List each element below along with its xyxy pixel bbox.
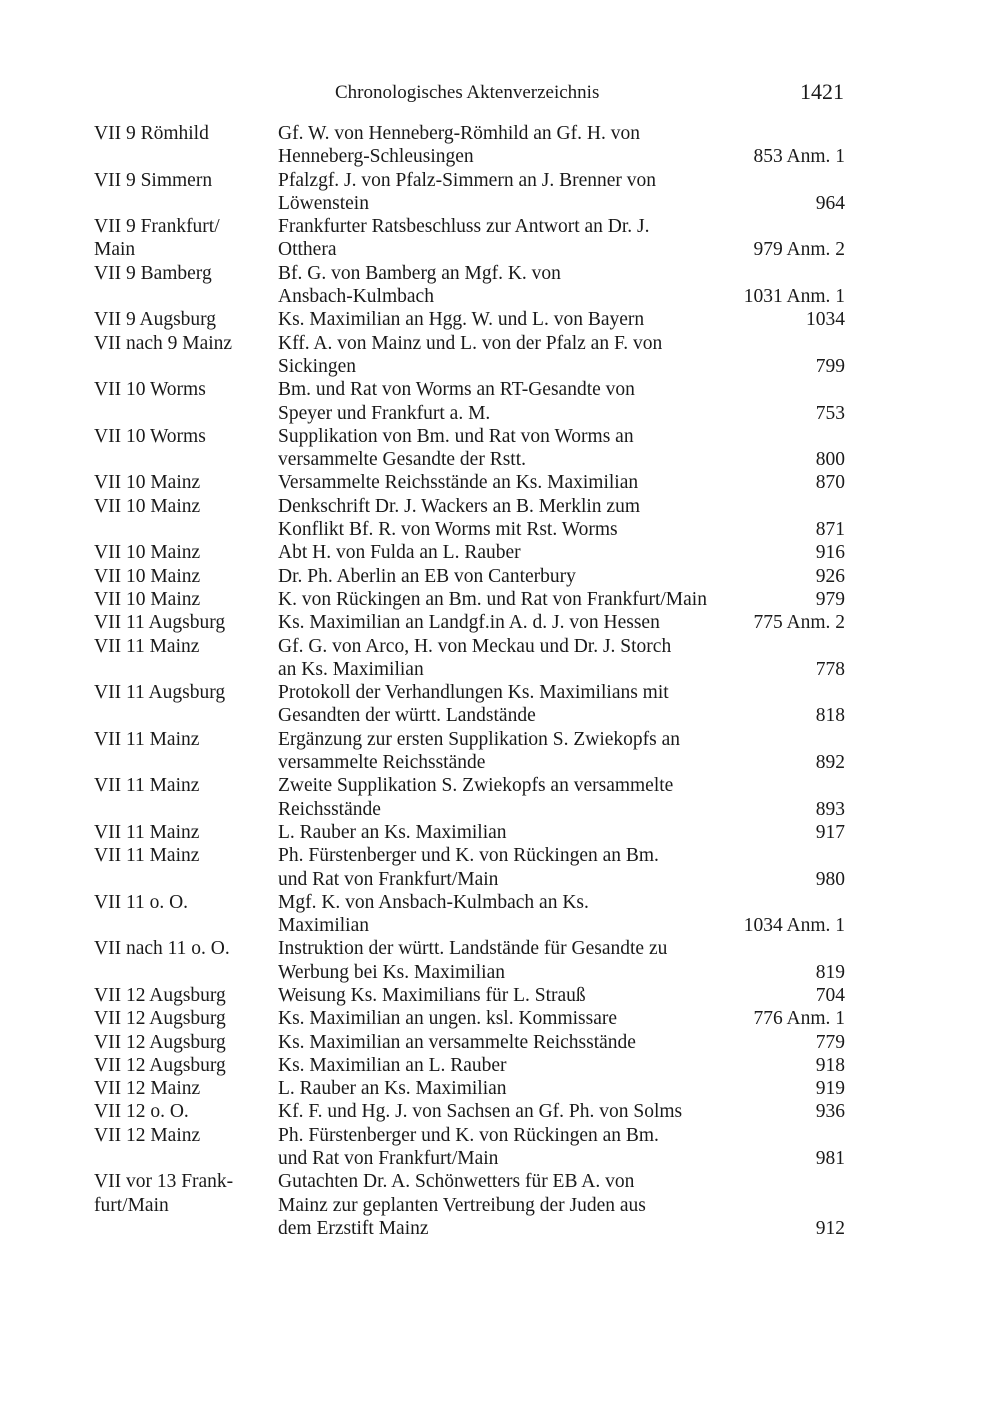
entry-reference: 936 bbox=[815, 1101, 845, 1123]
entry-description: Ks. Maximilian an versammelte Reichsstände bbox=[278, 1031, 636, 1053]
index-entry bbox=[94, 215, 845, 262]
index-entry bbox=[94, 588, 845, 611]
entry-description: K. von Rückingen an Bm. und Rat von Frankfurt/Main bbox=[278, 588, 707, 610]
entry-reference: 916 bbox=[815, 542, 845, 564]
entry-date: VII 12 Augsburg bbox=[94, 1008, 226, 1030]
entry-reference: 981 bbox=[815, 1148, 845, 1170]
index-entry bbox=[94, 891, 845, 938]
entry-date: VII 9 Simmern bbox=[94, 169, 213, 191]
entry-date: VII 11 Mainz bbox=[94, 775, 200, 797]
index-entry bbox=[94, 681, 845, 728]
entry-reference: 870 bbox=[815, 472, 845, 494]
index-entry bbox=[94, 378, 845, 425]
entry-reference: 704 bbox=[815, 984, 845, 1006]
entry-description: Bf. G. von Bamberg an Mgf. K. von Ansbach-Kulmbach bbox=[278, 262, 561, 308]
index-entry bbox=[94, 308, 845, 331]
entry-date: VII nach 11 o. O. bbox=[94, 938, 230, 960]
entry-reference: 776 Anm. 1 bbox=[753, 1008, 845, 1030]
entry-date: VII 9 Augsburg bbox=[94, 309, 217, 331]
entry-date: VII 12 Augsburg bbox=[94, 984, 226, 1006]
index-entry bbox=[94, 728, 845, 775]
entry-description: Gutachten Dr. A. Schönwetters für EB A. von Mainz zur geplanten Vertreibung der Juden aus dem Erzstift Mainz bbox=[278, 1171, 646, 1239]
entry-reference: 912 bbox=[815, 1217, 845, 1239]
entry-date: VII 11 o. O. bbox=[94, 891, 189, 913]
page-header bbox=[0, 79, 1004, 107]
entry-reference: 753 bbox=[815, 402, 845, 424]
index-entry bbox=[94, 332, 845, 379]
entry-description: Denkschrift Dr. J. Wackers an B. Merklin zum Konflikt Bf. R. von Worms mit Rst. Worms bbox=[278, 495, 640, 541]
entry-date: VII 11 Augsburg bbox=[94, 612, 226, 634]
entry-description: Pfalzgf. J. von Pfalz-Simmern an J. Brenner von Löwenstein bbox=[278, 169, 657, 214]
entry-reference: 779 bbox=[815, 1031, 845, 1053]
chronological-index bbox=[94, 122, 845, 1240]
entry-description: Ks. Maximilian an ungen. ksl. Kommissare bbox=[278, 1008, 618, 1030]
entry-description: Ergänzung zur ersten Supplikation S. Zwiekopfs an versammelte Reichsstände bbox=[278, 728, 681, 774]
entry-date: VII 10 Worms bbox=[94, 379, 206, 401]
entry-reference: 919 bbox=[815, 1078, 845, 1100]
entry-description: Ks. Maximilian an Landgf.in A. d. J. von Hessen bbox=[278, 612, 660, 634]
index-entry bbox=[94, 844, 845, 891]
index-entry bbox=[94, 1054, 845, 1077]
index-entry bbox=[94, 937, 845, 984]
entry-description: Abt H. von Fulda an L. Rauber bbox=[278, 542, 521, 564]
entry-reference: 892 bbox=[815, 752, 845, 774]
entry-description: Versammelte Reichsstände an Ks. Maximilian bbox=[278, 472, 639, 494]
entry-description: Frankfurter Ratsbeschluss zur Antwort an Dr. J. Otthera bbox=[278, 216, 650, 261]
entry-date: VII 12 Augsburg bbox=[94, 1054, 226, 1076]
entry-reference: 800 bbox=[815, 449, 845, 471]
entry-date: VII 10 Mainz bbox=[94, 588, 201, 610]
index-entry bbox=[94, 1007, 845, 1030]
entry-date: VII 12 Mainz bbox=[94, 1078, 201, 1100]
entry-reference: 893 bbox=[815, 798, 845, 820]
entry-reference: 980 bbox=[815, 868, 845, 890]
entry-date: VII 12 o. O. bbox=[94, 1101, 189, 1123]
index-entry bbox=[94, 122, 845, 169]
entry-reference: 979 Anm. 2 bbox=[753, 239, 845, 261]
entry-description: Kf. F. und Hg. J. von Sachsen an Gf. Ph. von Solms bbox=[278, 1101, 683, 1123]
entry-reference: 926 bbox=[815, 565, 845, 587]
entry-date: VII 12 Augsburg bbox=[94, 1031, 226, 1053]
index-entry bbox=[94, 821, 845, 844]
page-number: 1421 bbox=[800, 79, 844, 104]
index-entry bbox=[94, 1170, 845, 1240]
index-entry bbox=[94, 774, 845, 821]
index-entry bbox=[94, 611, 845, 634]
entry-reference: 775 Anm. 2 bbox=[753, 612, 845, 634]
entry-date: VII 11 Mainz bbox=[94, 821, 200, 843]
entry-reference: 778 bbox=[815, 658, 845, 680]
index-entry bbox=[94, 262, 845, 309]
entry-date: VII 11 Mainz bbox=[94, 845, 200, 867]
entry-date: VII 10 Mainz bbox=[94, 565, 201, 587]
entry-date: VII 12 Mainz bbox=[94, 1124, 201, 1146]
entry-description: Ph. Fürstenberger und K. von Rückingen an Bm. und Rat von Frankfurt/Main bbox=[278, 1124, 659, 1170]
entry-reference: 1034 bbox=[806, 309, 845, 331]
entry-reference: 917 bbox=[815, 821, 845, 843]
entry-date: VII 11 Augsburg bbox=[94, 682, 226, 704]
entry-date: VII 9 Bamberg bbox=[94, 262, 212, 284]
entry-description: Ks. Maximilian an L. Rauber bbox=[278, 1054, 507, 1076]
entry-description: Weisung Ks. Maximilians für L. Strauß bbox=[278, 984, 586, 1006]
index-entry bbox=[94, 495, 845, 542]
index-entry bbox=[94, 984, 845, 1007]
entry-reference: 853 Anm. 1 bbox=[753, 146, 845, 168]
entry-date: VII 9 Römhild bbox=[94, 123, 209, 144]
entry-description: Gf. G. von Arco, H. von Meckau und Dr. J. Storch an Ks. Maximilian bbox=[278, 635, 672, 680]
entry-date: VII 11 Mainz bbox=[94, 635, 200, 657]
index-entry bbox=[94, 425, 845, 472]
index-entry bbox=[94, 471, 845, 494]
index-entry bbox=[94, 1077, 845, 1100]
entry-date: VII vor 13 Frank- furt/Main bbox=[94, 1171, 234, 1216]
entry-date: VII 9 Frankfurt/ Main bbox=[94, 216, 220, 261]
index-entry bbox=[94, 541, 845, 564]
index-entry bbox=[94, 1100, 845, 1123]
index-entry bbox=[94, 169, 845, 216]
entry-description: L. Rauber an Ks. Maximilian bbox=[278, 1078, 507, 1100]
entry-date: VII nach 9 Mainz bbox=[94, 332, 233, 354]
index-entry bbox=[94, 1124, 845, 1171]
index-entry bbox=[94, 635, 845, 682]
entry-description: Kff. A. von Mainz und L. von der Pfalz an F. von Sickingen bbox=[278, 332, 663, 377]
entry-reference: 918 bbox=[815, 1054, 845, 1076]
entry-reference: 818 bbox=[815, 705, 845, 727]
entry-reference: 979 bbox=[815, 588, 845, 610]
entry-description: Dr. Ph. Aberlin an EB von Canterbury bbox=[278, 565, 576, 587]
index-entry bbox=[94, 1031, 845, 1054]
entry-date: VII 11 Mainz bbox=[94, 728, 200, 750]
entry-description: Gf. W. von Henneberg-Römhild an Gf. H. von Henneberg-Schleusingen bbox=[278, 123, 640, 168]
entry-date: VII 10 Mainz bbox=[94, 542, 201, 564]
entry-description: L. Rauber an Ks. Maximilian bbox=[278, 821, 507, 843]
entry-reference: 964 bbox=[815, 192, 845, 214]
entry-reference: 799 bbox=[815, 355, 845, 377]
index-entry bbox=[94, 565, 845, 588]
entry-description: Ph. Fürstenberger und K. von Rückingen an Bm. und Rat von Frankfurt/Main bbox=[278, 845, 659, 890]
entry-reference: 1034 Anm. 1 bbox=[743, 915, 845, 937]
entry-date: VII 10 Mainz bbox=[94, 495, 201, 517]
entry-description: Bm. und Rat von Worms an RT-Gesandte von Speyer und Frankfurt a. M. bbox=[278, 379, 635, 424]
entry-description: Mgf. K. von Ansbach-Kulmbach an Ks. Maximilian bbox=[278, 891, 589, 937]
entry-description: Instruktion der württ. Landstände für Gesandte zu Werbung bei Ks. Maximilian bbox=[278, 938, 668, 983]
entry-description: Protokoll der Verhandlungen Ks. Maximilians mit Gesandten der württ. Landstände bbox=[278, 682, 669, 727]
entry-description: Supplikation von Bm. und Rat von Worms an versammelte Gesandte der Rstt. bbox=[278, 425, 634, 471]
entry-reference: 819 bbox=[815, 961, 845, 983]
entry-reference: 1031 Anm. 1 bbox=[743, 286, 845, 308]
entry-date: VII 10 Worms bbox=[94, 425, 206, 447]
entry-description: Zweite Supplikation S. Zwiekopfs an versammelte Reichsstände bbox=[278, 775, 674, 820]
entry-date: VII 10 Mainz bbox=[94, 472, 201, 494]
running-title: Chronologisches Aktenverzeichnis bbox=[335, 82, 600, 103]
entry-description: Ks. Maximilian an Hgg. W. und L. von Bayern bbox=[278, 309, 645, 331]
entry-reference: 871 bbox=[815, 519, 845, 541]
